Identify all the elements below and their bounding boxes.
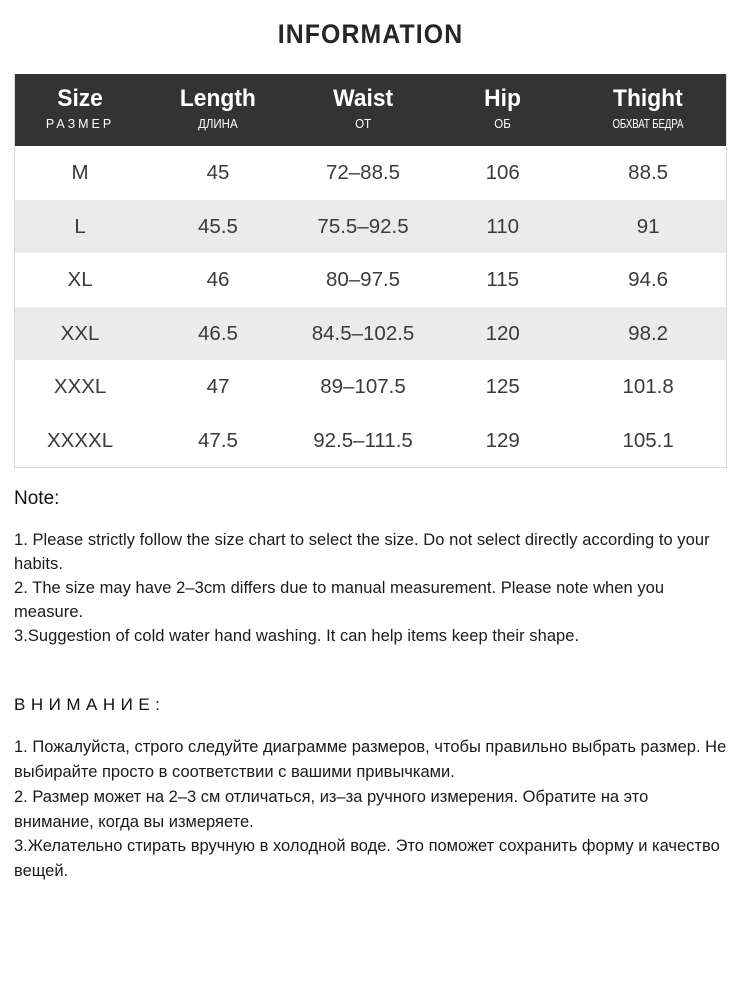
notes-section <box>14 487 727 648</box>
cell-hip: 129 <box>435 414 570 468</box>
table-header <box>15 74 726 147</box>
cell-waist: 75.5–92.5 <box>291 200 435 254</box>
cell-waist: 89–107.5 <box>291 360 435 414</box>
attention-item-1: 1. Пожалуйста, строго следуйте диаграмме размеров, чтобы правильно выбрать размер. Не выбирайте просто в соответствии с вашими привычками. <box>14 738 727 782</box>
cell-thight: 98.2 <box>570 307 726 361</box>
attention-item-3: 3.Желательно стирать вручную в холодной воде. Это поможет сохранить форму и качество вещей. <box>14 837 720 881</box>
column-header-thight-ru: ОБХВАТ БЕДРА <box>612 116 684 131</box>
cell-size: L <box>15 200 145 254</box>
cell-size: XL <box>15 253 145 307</box>
cell-thight: 91 <box>570 200 726 254</box>
table-row <box>15 253 726 307</box>
attention-heading: ВНИМАНИЕ: <box>14 695 166 715</box>
cell-thight: 94.6 <box>570 253 726 307</box>
note-item-1: 1. Please strictly follow the size chart to select the size. Do not select directly according to your habits. <box>14 531 710 574</box>
page-title: INFORMATION <box>277 19 464 49</box>
cell-waist: 84.5–102.5 <box>291 307 435 361</box>
column-header-thight-en: Thight <box>613 84 683 112</box>
column-header-hip-ru: ОБ <box>494 116 511 131</box>
cell-hip: 106 <box>435 146 570 200</box>
cell-waist: 72–88.5 <box>291 146 435 200</box>
size-chart-table-container <box>14 74 727 469</box>
cell-length: 47.5 <box>145 414 291 468</box>
table-row <box>15 146 726 200</box>
cell-length: 46.5 <box>145 307 291 361</box>
cell-size: XXXL <box>15 360 145 414</box>
cell-thight: 88.5 <box>570 146 726 200</box>
cell-hip: 115 <box>435 253 570 307</box>
note-item-2: 2. The size may have 2–3cm differs due to manual measurement. Please note when you measure. <box>14 579 665 622</box>
column-header-size-ru: РАЗМЕР <box>45 116 115 131</box>
cell-waist: 80–97.5 <box>291 253 435 307</box>
attention-section <box>14 694 727 884</box>
table-row <box>15 360 726 414</box>
size-chart-table <box>15 74 726 468</box>
cell-size: XXXXL <box>15 414 145 468</box>
cell-hip: 125 <box>435 360 570 414</box>
cell-hip: 120 <box>435 307 570 361</box>
table-row <box>15 414 726 468</box>
notes-heading: Note: <box>14 488 60 510</box>
note-item-3: 3.Suggestion of cold water hand washing. It can help items keep their shape. <box>14 627 580 646</box>
cell-length: 45.5 <box>145 200 291 254</box>
cell-length: 45 <box>145 146 291 200</box>
column-header-hip <box>435 74 570 147</box>
column-header-waist-ru: ОТ <box>355 116 372 131</box>
column-header-hip-en: Hip <box>484 84 522 112</box>
cell-size: M <box>15 146 145 200</box>
column-header-size-en: Size <box>57 84 103 112</box>
column-header-thight <box>570 74 726 147</box>
table-row <box>15 307 726 361</box>
table-row <box>15 200 726 254</box>
column-header-length-en: Length <box>179 84 256 112</box>
column-header-waist-en: Waist <box>333 84 394 112</box>
column-header-length-ru: ДЛИНА <box>198 116 238 131</box>
column-header-waist <box>291 74 435 147</box>
cell-thight: 105.1 <box>570 414 726 468</box>
table-header-row <box>15 74 726 147</box>
column-header-size <box>15 74 145 147</box>
cell-size: XXL <box>15 307 145 361</box>
cell-thight: 101.8 <box>570 360 726 414</box>
cell-length: 47 <box>145 360 291 414</box>
cell-hip: 110 <box>435 200 570 254</box>
table-body <box>15 146 726 467</box>
attention-item-2: 2. Размер может на 2–3 см отличаться, из–за ручного измерения. Обратите на это внимание, когда вы измеряете. <box>14 787 649 831</box>
column-header-length <box>145 74 291 147</box>
cell-waist: 92.5–111.5 <box>291 414 435 468</box>
cell-length: 46 <box>145 253 291 307</box>
